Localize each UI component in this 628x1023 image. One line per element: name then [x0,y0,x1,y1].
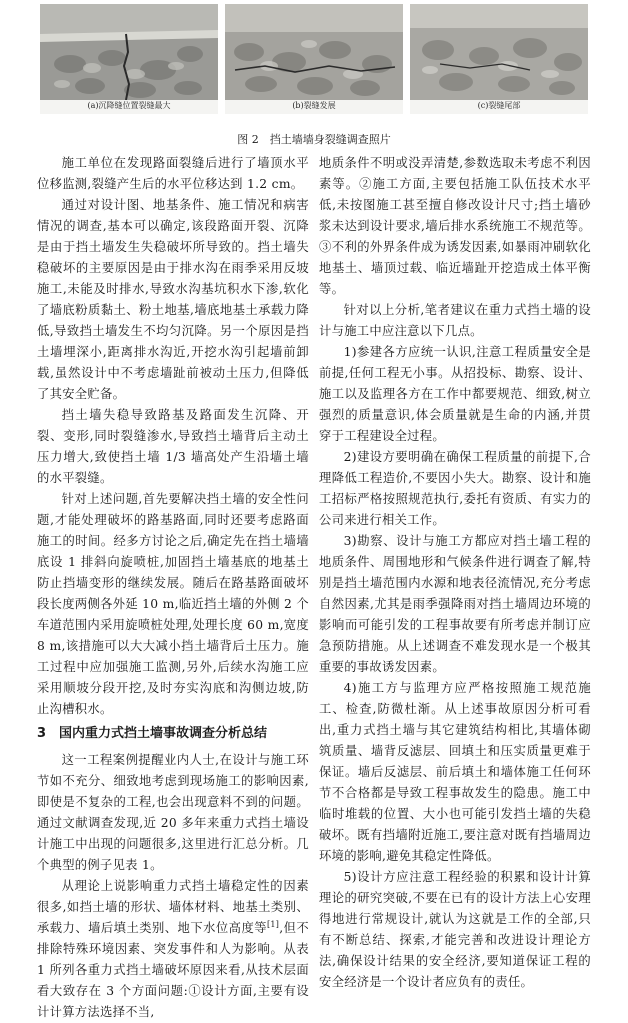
section-heading: 3 国内重力式挡土墙事故调查分析总结 [37,726,268,741]
figure-caption: 图 2 挡土墙墙身裂缝调查照片 [237,133,391,146]
paragraph: 地质条件不明或没弄清楚,参数选取未考虑不利因素等。②施工方面,主要包括施工队伍技术水平低,未按图施工甚至擅自修改设计尺寸;挡土墙砂浆未达到设计要求,墙后排水系统施工不规范等。③不利的外界条件成为诱发因素,如暴雨冲刷软化地基土、墙顶过载、临近墙趾开挖造成土体平衡等。 [319,156,591,296]
right-column [319,153,591,993]
photo-b-caption: (b)裂缝发展 [292,101,336,110]
photo-a-caption: (a)沉降缝位置裂缝最大 [87,101,171,110]
photo-a-settlement-joint-crack [40,4,218,114]
paragraph: 这一工程案例提醒业内人士,在设计与施工环节如不充分、细致地考虑到现场施工的影响因素,即使是不复杂的工程,也会出现意料不到的问题。通过文献调查发现,近 20 多年来重力式挡土墙设计施工中出现的问题很多,这里进行汇总分析。几个典型的例子见表 1。 [37,753,309,872]
paragraph: 针对上述问题,首先要解决挡土墙的安全性问题,才能处理破坏的路基路面,同时还要考虑路面施工的时间。经多方讨论之后,确定先在挡土墙墙底设 1 排斜向旋喷桩,加固挡土墙基底的地基土防止挡墙变形的继续发展。随后在路基路面破坏段长度两侧各外延 10 m,临近挡土墙的外侧 2 个车道范围内采用旋喷桩处理,处理长度 60 m,宽度 8 m,该措施可以大大减小挡土墙背后土压力。施工过程中应加强施工监测,另外,后续水沟施工应采用顺坡分段开挖,及时夯实沟底和沟侧边坡,防止沟槽积水。 [37,492,309,716]
paragraph-text: ,但不排除特殊环境因素、突发事件和人为影响。从表 1 所列各重力式挡土墙破坏原因来看,从技术层面看大致存在 3 个方面问题:①设计方面,主要有设计计算方法选择不当, [37,921,309,1019]
paragraph: 3)勘察、设计与施工方都应对挡土墙工程的地质条件、周围地形和气候条件进行调查了解,特别是挡土墙范围内水源和地表径流情况,充分考虑自然因素,尤其是雨季强降雨对挡土墙周边环境的影响而可能引发的工程事故要有所考虑并制订应急预防措施。从上述调查不难发现水是一个极其重要的事故诱发因素。 [319,534,591,674]
paragraph: 针对以上分析,笔者建议在重力式挡土墙的设计与施工中应注意以下几点。 [319,303,591,338]
left-column [37,153,309,1023]
paragraph: 通过对设计图、地基条件、施工情况和病害情况的调查,基本可以确定,该段路面开裂、沉降是由于挡土墙发生失稳破坏所导致的。挡土墙失稳破坏的主要原因是由于排水沟在雨季采用反坡施工,未能及时排水,导致水沟基坑积水下渗,软化了墙底粉质黏土、粉土地基,墙底地基土承载力降低,导致挡土墙发生不均匀沉降。另一个原因是挡土墙埋深小,距离排水沟近,开挖水沟引起墙前卸载,虽然设计中不考虑墙趾前被动土压力,但降低了其安全贮备。 [37,198,309,401]
paragraph: 挡土墙失稳导致路基及路面发生沉降、开裂、变形,同时裂缝渗水,导致挡土墙背后主动土压力增大,致使挡土墙 1/3 墙高处产生沿墙土墙的水平裂缝。 [37,408,309,485]
paragraph: 1)参建各方应统一认识,注意工程质量安全是前提,任何工程无小事。从招投标、勘察、设计、施工以及监理各方在工作中都要规范、细致,树立强烈的质量意识,体会质量就是生命的内涵,并贯穿于工程建设全过程。 [319,345,591,443]
photo-c-crack-tail [410,4,588,114]
paragraph: 2)建设方要明确在确保工程质量的前提下,合理降低工程造价,不要因小失大。勘察、设计和施工招标严格按照规范执行,委托有资质、有实力的公司来进行相关工作。 [319,450,591,527]
paragraph-text: 从理论上说影响重力式挡土墙稳定性的因素很多,如挡土墙的形状、墙体材料、地基土类别、承载力、墙后填土类别、地下水位高度等 [37,879,309,935]
paragraph [37,876,309,1023]
photo-b-crack-development [225,4,403,114]
citation-ref: [1] [267,919,280,929]
paragraph: 施工单位在发现路面裂缝后进行了墙顶水平位移监测,裂缝产生后的水平位移达到 1.2 cm。 [37,156,309,191]
photo-c-caption: (c)裂缝尾部 [477,101,521,110]
paragraph: 4)施工方与监理方应严格按照施工规范施工、检查,防微杜渐。从上述事故原因分析可看出,重力式挡土墙与其它建筑结构相比,其墙体砌筑质量、墙背反滤层、回填土和压实质量更难于保证。墙后反滤层、前后填土和墙体施工任何环节不合格都是导致工程事故发生的隐患。施工中临时堆载的位置、大小也可能引发挡土墙的失稳破坏。既有挡墙附近施工,要注意对既有挡墙周边环境的影响,避免其稳定性降低。 [319,681,591,863]
figure-photos [40,4,588,114]
paragraph: 5)设计方应注意工程经验的积累和设计计算理论的研究突破,不要在已有的设计方法上心安理得地进行常规设计,就认为这就是工作的全部,只有不断总结、探索,才能完善和改进设计理论方法,确保设计结果的安全经济,要知道保证工程的安全经济是一个设计者应负有的责任。 [319,870,591,989]
